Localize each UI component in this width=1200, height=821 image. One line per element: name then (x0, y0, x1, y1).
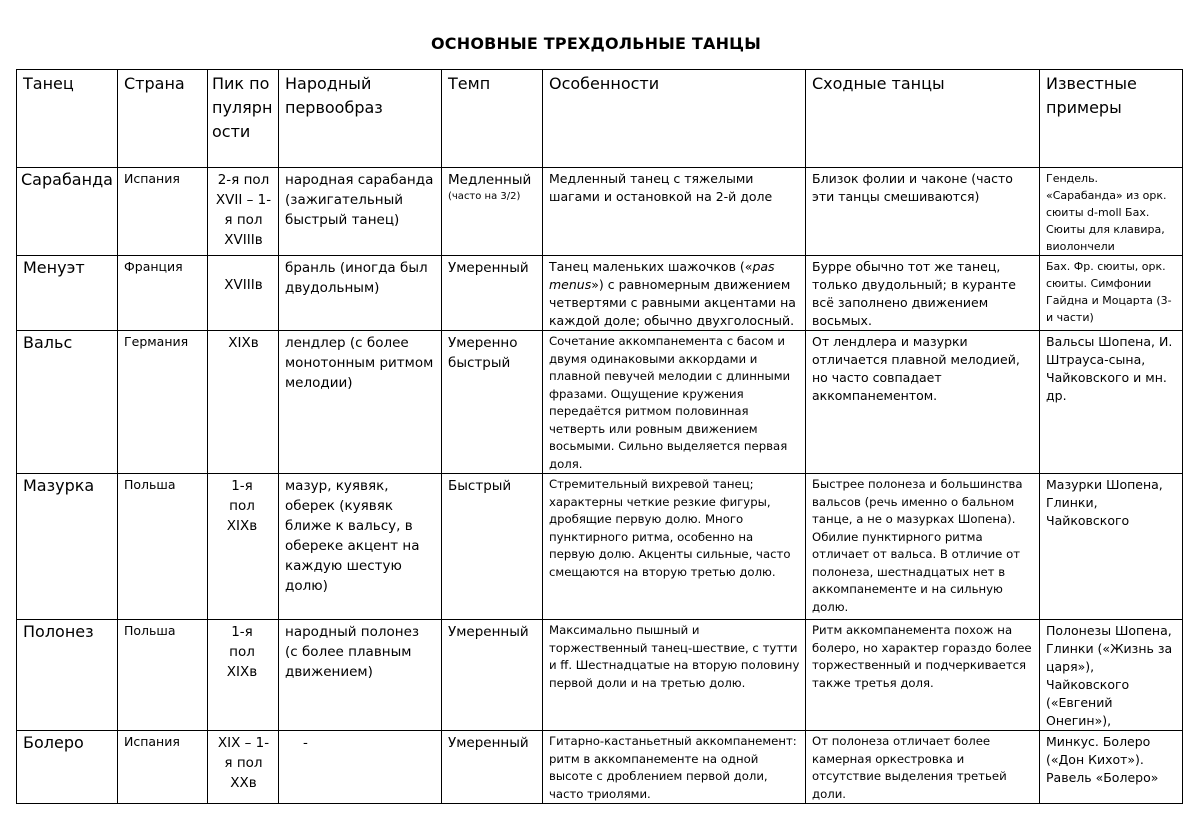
dance-origin: народная сарабанда (зажигательный быстрый танец) (279, 168, 442, 256)
dance-name: Мазурка (17, 474, 118, 620)
table-row (17, 474, 1183, 620)
dance-tempo: Умеренный (442, 256, 543, 331)
dance-tempo: Быстрый (442, 474, 543, 620)
header-country: Страна (118, 70, 208, 168)
table-row (17, 256, 1183, 331)
table-row (17, 331, 1183, 474)
table-row (17, 731, 1183, 804)
dance-examples: Минкус. Болеро («Дон Кихот»). Равель «Болеро» (1040, 731, 1183, 804)
dance-features: Максимально пышный и торжественный танец-шествие, с тутти и ff. Шестнадцатые на вторую половину первой доли и на третью долю. (543, 620, 806, 731)
dances-table (16, 69, 1183, 804)
dance-tempo-cell (442, 168, 543, 256)
header-tempo: Темп (442, 70, 543, 168)
header-features: Особенности (543, 70, 806, 168)
dance-features: Сочетание аккомпанемента с басом и двумя одинаковыми аккордами и плавной певучей мелодии с длинными фразами. Ощущение кружения передаётся ритмом половинная четверть или ровным движением восьмыми. Сильно выделяется первая доля. (543, 331, 806, 474)
dance-origin: народный полонез (с более плавным движением) (279, 620, 442, 731)
dance-origin: - (279, 731, 442, 804)
dance-peak: XIX – 1-я пол XXв (208, 731, 279, 804)
dance-name: Болеро (17, 731, 118, 804)
dance-peak: 1-я пол XIXв (208, 474, 279, 620)
dance-similar: От полонеза отличает более камерная оркестровка и отсутствие выделения третьей доли. (806, 731, 1040, 804)
dance-tempo: Умеренно быстрый (442, 331, 543, 474)
header-peak: Пик популярности (208, 70, 279, 168)
dance-features: Гитарно-кастаньетный аккомпанемент: ритм в аккомпанементе на одной высоте с дроблением первой доли, часто триолями. (543, 731, 806, 804)
dance-similar: Бурре обычно тот же танец, только двудольный; в куранте всё заполнено движением восьмых. (806, 256, 1040, 331)
dance-country: Испания (118, 731, 208, 804)
dance-country: Испания (118, 168, 208, 256)
dance-features: Стремительный вихревой танец; характерны четкие резкие фигуры, дробящие первую долю. Много пунктирного ритма, особенно на первую долю. Акценты сильные, часто смещаются на вторую третью долю. (543, 474, 806, 620)
dance-similar: Быстрее полонеза и большинства вальсов (речь именно о бальном танце, а не о мазурках Шопена). Обилие пунктирного ритма отличает от вальса. В отличие от полонеза, шестнадцатых нет в аккомпанементе и на сильную долю. (806, 474, 1040, 620)
dance-country: Польша (118, 474, 208, 620)
dance-origin: лендлер (с более монотонным ритмом мелодии) (279, 331, 442, 474)
table-row (17, 168, 1183, 256)
dance-similar: Ритм аккомпанемента похож на болеро, но характер гораздо более торжественный и подчеркивается также третья доля. (806, 620, 1040, 731)
dance-examples: Гендель. «Сарабанда» из орк. сюиты d-moll Бах. Сюиты для клавира, виолончели (1040, 168, 1183, 256)
dance-name: Полонез (17, 620, 118, 731)
dance-name: Сарабанда (17, 168, 118, 256)
dance-peak: XVIIIв (208, 256, 279, 331)
dance-features: Медленный танец с тяжелыми шагами и остановкой на 2-й доле (543, 168, 806, 256)
dance-origin: мазур, куявяк, оберек (куявяк ближе к вальсу, в обереке акцент на каждую шестую долю) (279, 474, 442, 620)
dance-tempo: Умеренный (442, 731, 543, 804)
dance-origin: бранль (иногда был двудольным) (279, 256, 442, 331)
dance-country: Польша (118, 620, 208, 731)
dance-peak: XIXв (208, 331, 279, 474)
dance-similar: Близок фолии и чаконе (часто эти танцы смешиваются) (806, 168, 1040, 256)
dance-examples: Полонезы Шопена, Глинки («Жизнь за царя»), Чайковского («Евгений Онегин»), (1040, 620, 1183, 731)
table-row (17, 620, 1183, 731)
header-dance: Танец (17, 70, 118, 168)
dance-tempo: Медленный (448, 172, 532, 188)
dance-examples: Мазурки Шопена, Глинки, Чайковского (1040, 474, 1183, 620)
header-examples: Известные примеры (1040, 70, 1183, 168)
dance-features (543, 256, 806, 331)
dance-tempo: Умеренный (442, 620, 543, 731)
features-text-end: ») с равномерным движением четвертями с равными акцентами на каждой доле; обычно двухголосный. (549, 277, 796, 328)
features-italic-term: pas menus (549, 259, 775, 292)
dance-name: Вальс (17, 331, 118, 474)
dance-name: Менуэт (17, 256, 118, 331)
dance-similar: От лендлера и мазурки отличается плавной мелодией, но часто совпадает аккомпанементом. (806, 331, 1040, 474)
dance-country: Франция (118, 256, 208, 331)
dance-tempo-note: (часто на 3/2) (448, 191, 521, 202)
dance-examples: Бах. Фр. сюиты, орк. сюиты. Симфонии Гайдна и Моцарта (3-и части) (1040, 256, 1183, 331)
page-title: ОСНОВНЫЕ ТРЕХДОЛЬНЫЕ ТАНЦЫ (430, 34, 762, 53)
dance-peak: 2-я пол XVII – 1-я пол XVIIIв (208, 168, 279, 256)
header-row (17, 70, 1183, 168)
features-text-start: Танец маленьких шажочков (« (549, 259, 753, 274)
dance-country: Германия (118, 331, 208, 474)
dance-examples: Вальсы Шопена, И. Штрауса-сына, Чайковского и мн. др. (1040, 331, 1183, 474)
header-origin: Народный первообраз (279, 70, 442, 168)
header-similar: Сходные танцы (806, 70, 1040, 168)
dance-peak: 1-я пол XIXв (208, 620, 279, 731)
